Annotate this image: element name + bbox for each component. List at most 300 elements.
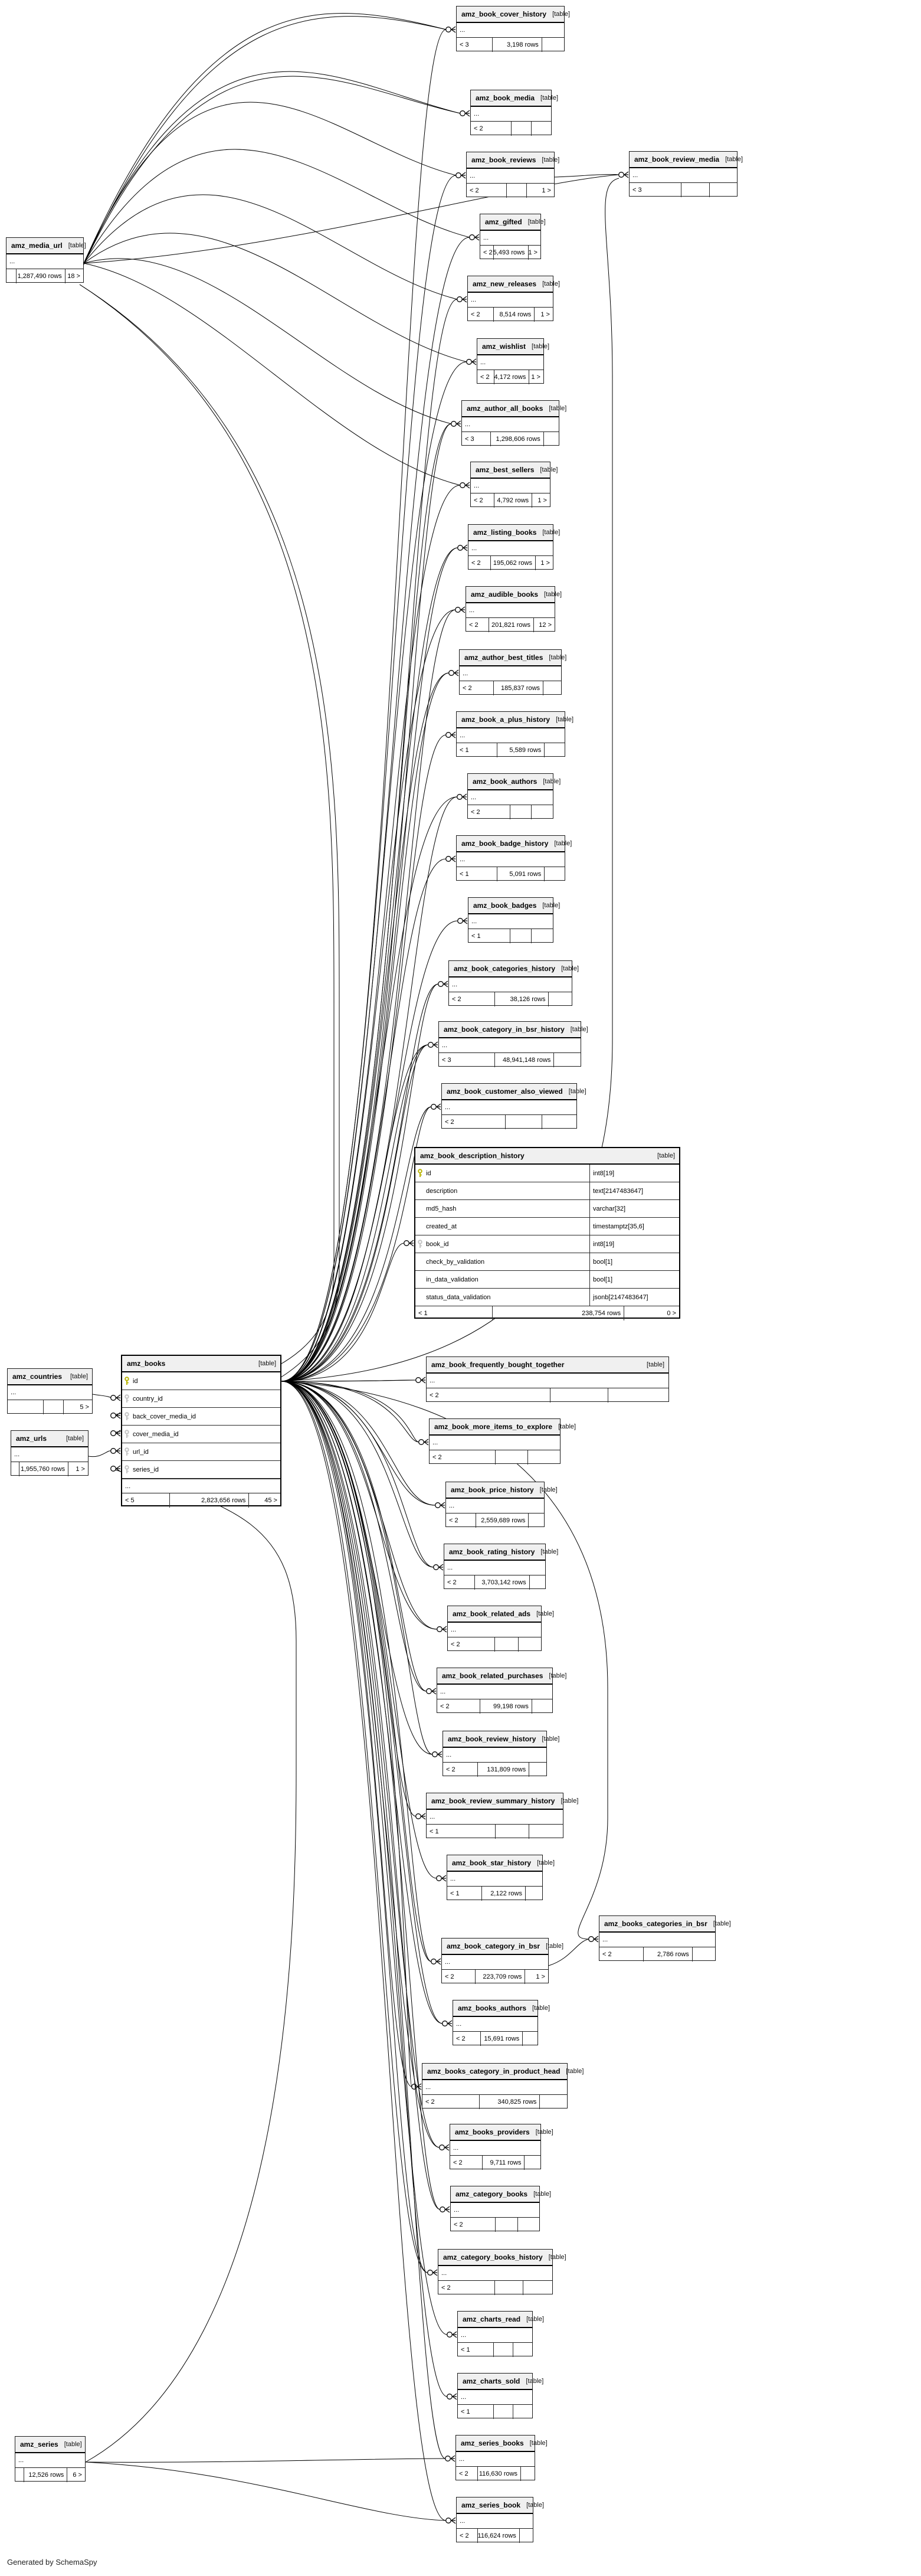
column-row	[122, 1461, 280, 1479]
table-header	[456, 2436, 548, 2452]
table-name: amz_series_books	[461, 2439, 524, 2447]
table-footer	[443, 1763, 546, 1777]
table-amz_gifted[interactable]	[480, 214, 546, 259]
table-amz_book_badges[interactable]	[468, 897, 561, 943]
parent-count: < 2	[463, 685, 472, 692]
table-footer	[453, 2032, 537, 2046]
row-count: 116,630 rows	[477, 2467, 520, 2481]
table-amz_charts_sold[interactable]	[457, 2373, 544, 2418]
columns-ellipsis: ...	[11, 1447, 88, 1462]
table-footer	[427, 1825, 563, 1839]
row-count: 1,287,490 rows	[16, 269, 65, 283]
columns-ellipsis: ...	[8, 1385, 92, 1400]
parent-count: < 2	[469, 622, 478, 629]
table-amz_book_frequently_bought_together[interactable]	[426, 1356, 669, 1402]
parent-count: < 2	[452, 996, 461, 1003]
table-amz_book_reviews[interactable]	[466, 152, 560, 197]
parent-count: < 2	[454, 2221, 463, 2228]
row-count: 2,559,689 rows	[476, 1513, 529, 1528]
table-amz_best_sellers[interactable]	[470, 462, 558, 507]
child-count	[527, 1450, 560, 1464]
table-footer	[448, 1637, 541, 1652]
table-amz_book_media[interactable]	[470, 90, 559, 135]
column-row	[415, 1218, 679, 1235]
table-amz_book_category_in_bsr_history[interactable]	[438, 1021, 588, 1067]
column-row	[415, 1200, 679, 1218]
row-count	[493, 2405, 513, 2419]
child-count: 1 >	[68, 1462, 88, 1476]
table-footer	[457, 2529, 533, 2543]
table-amz_book_review_summary_history[interactable]	[426, 1793, 579, 1838]
table-amz_books_providers[interactable]	[450, 2124, 553, 2169]
table-footer	[439, 1053, 581, 1067]
table-header	[599, 1916, 731, 1933]
table-tag: [table]	[558, 1423, 576, 1430]
table-header	[427, 1357, 668, 1374]
table-tag: [table]	[542, 1735, 560, 1743]
generator-credit: Generated by SchemaSpy	[7, 2558, 97, 2567]
child-count	[529, 1575, 545, 1590]
table-amz_book_review_history[interactable]	[443, 1731, 560, 1776]
row-count	[511, 122, 531, 136]
child-count	[608, 1388, 668, 1403]
child-count	[517, 2218, 540, 2232]
columns-ellipsis: ...	[457, 852, 565, 867]
table-footer	[449, 992, 572, 1006]
column-type: jsonb[2147483647]	[589, 1289, 679, 1306]
parent-count: < 2	[602, 1951, 612, 1958]
table-footer	[458, 2343, 532, 2357]
table-amz_author_all_books[interactable]	[461, 400, 567, 446]
column-row	[122, 1372, 280, 1390]
columns-ellipsis: ...	[457, 728, 565, 743]
columns-ellipsis: ...	[467, 169, 554, 184]
table-name: amz_book_star_history	[452, 1859, 532, 1867]
row-count	[495, 2218, 517, 2232]
table-name: amz_books_providers	[455, 2128, 530, 2136]
columns-ellipsis: ...	[449, 978, 572, 992]
table-footer	[468, 308, 553, 322]
table-footer	[8, 1400, 92, 1414]
table-amz_book_badge_history[interactable]	[456, 835, 572, 881]
parent-count: < 2	[449, 1517, 458, 1524]
table-footer	[437, 1699, 552, 1714]
table-amz_book_related_purchases[interactable]	[437, 1668, 567, 1713]
child-count	[519, 2529, 533, 2543]
table-name: amz_book_more_items_to_explore	[434, 1423, 553, 1431]
parent-count: < 1	[461, 2408, 470, 2415]
table-footer	[11, 1462, 88, 1476]
table-tag: [table]	[526, 2502, 545, 2509]
columns-ellipsis: ...	[466, 603, 555, 618]
table-tag: [table]	[561, 965, 579, 972]
foreign-key-icon	[122, 1430, 132, 1439]
parent-count: < 2	[440, 1703, 450, 1710]
child-count	[528, 1513, 544, 1528]
child-count: 1 >	[529, 370, 543, 384]
table-tag: [table]	[70, 1373, 88, 1380]
parent-count: < 2	[471, 560, 481, 567]
parent-count	[15, 2468, 24, 2482]
row-count	[506, 184, 526, 198]
table-header	[468, 898, 561, 914]
child-count	[542, 38, 564, 52]
child-count	[531, 805, 553, 819]
table-amz_category_books_history[interactable]	[438, 2249, 566, 2294]
parent-count: < 3	[632, 187, 642, 194]
table-header	[467, 152, 560, 169]
table-header	[15, 2437, 85, 2453]
table-name: amz_book_badge_history	[461, 839, 549, 848]
table-header	[468, 774, 561, 790]
table-name: amz_author_best_titles	[464, 653, 543, 662]
columns-ellipsis: ...	[471, 107, 551, 122]
table-amz_book_review_media[interactable]	[629, 151, 743, 197]
foreign-key-icon	[122, 1394, 132, 1403]
parent-count: < 3	[442, 1057, 451, 1064]
column-name: md5_hash	[426, 1205, 457, 1212]
row-count	[494, 2281, 523, 2295]
table-tag: [table]	[540, 1548, 559, 1555]
row-count: 4,792 rows	[494, 493, 532, 508]
table-name: amz_charts_read	[463, 2315, 521, 2323]
columns-ellipsis: ...	[430, 1436, 560, 1450]
columns-ellipsis: ...	[442, 1100, 576, 1115]
column-name: created_at	[426, 1222, 457, 1230]
table-header	[457, 6, 571, 23]
table-amz_series_book[interactable]	[456, 2497, 545, 2542]
table-header	[422, 2064, 584, 2080]
row-count: 223,709 rows	[475, 1970, 525, 1984]
table-footer	[458, 2405, 532, 2419]
table-header	[430, 1419, 576, 1436]
table-tag: [table]	[548, 2254, 566, 2261]
table-header	[480, 214, 546, 231]
parent-count: < 2	[451, 1641, 460, 1648]
parent-count: < 1	[460, 871, 469, 878]
row-count: 2,786 rows	[643, 1947, 691, 1962]
child-count: 0 >	[624, 1306, 679, 1320]
parent-count: < 2	[430, 1392, 439, 1399]
table-amz_urls[interactable]	[11, 1430, 89, 1476]
table-header	[443, 1731, 560, 1748]
table-footer	[457, 38, 564, 52]
table-tag: [table]	[539, 1486, 558, 1493]
table-amz_books[interactable]	[121, 1355, 281, 1506]
child-count	[523, 2281, 552, 2295]
table-name: amz_listing_books	[473, 528, 537, 537]
table-tag: [table]	[66, 1435, 84, 1442]
table-tag: [table]	[537, 1859, 555, 1866]
columns-ellipsis: ...	[453, 2017, 537, 2032]
table-name: amz_book_reviews	[471, 156, 536, 164]
child-count: 1 >	[525, 1970, 548, 1984]
table-tag: [table]	[526, 2316, 545, 2323]
table-name: amz_urls	[16, 1434, 47, 1443]
table-amz_audible_books[interactable]	[466, 586, 562, 632]
column-row	[122, 1390, 280, 1408]
table-tag: [table]	[68, 242, 86, 249]
table-amz_new_releases[interactable]	[467, 276, 561, 321]
child-count	[544, 867, 565, 881]
table-name: amz_book_authors	[473, 777, 537, 786]
table-footer	[415, 1306, 679, 1320]
columns-ellipsis: ...	[422, 2080, 567, 2095]
table-footer	[471, 122, 551, 136]
column-name: book_id	[426, 1240, 449, 1248]
table-name: amz_book_category_in_bsr	[447, 1942, 540, 1950]
row-count: 8,514 rows	[493, 308, 534, 322]
row-count: 238,754 rows	[492, 1306, 624, 1320]
child-count	[513, 2343, 532, 2357]
table-name: amz_book_cover_history	[461, 10, 547, 18]
table-tag: [table]	[549, 1672, 567, 1679]
table-name: amz_book_review_history	[448, 1735, 536, 1743]
table-header	[457, 836, 572, 852]
table-amz_book_cover_history[interactable]	[456, 6, 571, 51]
table-amz_book_description_history[interactable]	[414, 1147, 680, 1319]
table-footer	[444, 1575, 545, 1590]
table-tag: [table]	[529, 2440, 548, 2447]
table-amz_book_related_ads[interactable]	[447, 1606, 555, 1651]
child-count	[529, 1763, 546, 1777]
column-type: timestamptz[35,6]	[589, 1218, 679, 1235]
table-footer	[457, 743, 565, 757]
table-footer	[468, 929, 553, 943]
table-amz_book_category_in_bsr[interactable]	[441, 1938, 564, 1983]
columns-ellipsis: ...	[446, 1499, 544, 1513]
table-amz_wishlist[interactable]	[477, 338, 549, 384]
child-count	[532, 1699, 552, 1714]
table-amz_books_authors[interactable]	[453, 2000, 550, 2045]
table-amz_book_authors[interactable]	[467, 773, 561, 819]
parent-count: < 1	[418, 1310, 428, 1317]
table-header	[447, 1855, 555, 1872]
row-count: 15,691 rows	[480, 2032, 523, 2046]
row-count: 3,703,142 rows	[474, 1575, 529, 1590]
table-name: amz_book_description_history	[420, 1152, 525, 1160]
column-type: varchar[32]	[589, 1200, 679, 1217]
table-tag: [table]	[657, 1152, 675, 1159]
table-footer	[467, 184, 554, 198]
table-tag: [table]	[725, 156, 743, 163]
table-header	[450, 2124, 553, 2141]
table-amz_media_url[interactable]	[6, 237, 84, 283]
child-count: 45 >	[248, 1493, 280, 1508]
table-footer	[447, 1887, 542, 1901]
table-tag: [table]	[543, 778, 561, 785]
table-header	[438, 2250, 566, 2266]
row-count: 99,198 rows	[480, 1699, 532, 1714]
table-footer	[122, 1493, 280, 1508]
row-count: 5,493 rows	[493, 246, 527, 260]
table-footer	[468, 556, 553, 570]
table-amz_books_categories_in_bsr[interactable]	[599, 1915, 731, 1961]
parent-count: < 2	[474, 125, 483, 132]
table-name: amz_books_authors	[458, 2004, 527, 2012]
table-name: amz_series_book	[461, 2501, 521, 2509]
table-tag: [table]	[561, 1797, 579, 1804]
parent-count: < 1	[460, 747, 469, 754]
table-header	[415, 1148, 679, 1165]
columns-ellipsis: ...	[480, 231, 540, 246]
child-count	[709, 183, 737, 197]
child-count	[531, 929, 553, 943]
columns-ellipsis: ...	[462, 417, 559, 432]
column-name: id	[426, 1169, 431, 1177]
table-name: amz_series	[20, 2440, 58, 2448]
table-name: amz_book_customer_also_viewed	[447, 1087, 563, 1096]
parent-count: < 2	[480, 374, 490, 381]
child-count: 1 >	[534, 308, 553, 322]
table-header	[466, 587, 562, 603]
row-count	[493, 2343, 513, 2357]
table-header	[11, 1431, 88, 1447]
row-count: 4,172 rows	[494, 370, 529, 384]
child-count	[513, 2405, 532, 2419]
parent-count: < 3	[460, 41, 469, 48]
row-count	[681, 183, 709, 197]
foreign-key-icon	[122, 1447, 132, 1456]
table-name: amz_book_categories_history	[454, 965, 556, 973]
table-tag: [table]	[556, 716, 574, 723]
columns-ellipsis: ...	[460, 666, 561, 681]
columns-ellipsis: ...	[427, 1374, 668, 1388]
columns-ellipsis: ...	[442, 1955, 548, 1970]
columns-ellipsis: ...	[427, 1810, 563, 1825]
table-name: amz_book_badges	[473, 901, 537, 910]
table-header	[458, 2312, 545, 2328]
table-footer	[438, 2281, 552, 2295]
table-header	[444, 1544, 559, 1561]
table-amz_charts_read[interactable]	[457, 2311, 545, 2356]
table-amz_countries[interactable]	[7, 1368, 93, 1414]
parent-count: < 2	[474, 497, 483, 504]
child-count: 6 >	[67, 2468, 85, 2482]
columns-ellipsis: ...	[468, 293, 553, 308]
table-header	[448, 1606, 555, 1623]
row-count	[505, 1115, 542, 1129]
columns-ellipsis: ...	[457, 23, 564, 38]
table-amz_category_books[interactable]	[450, 2186, 552, 2231]
column-name: back_cover_media_id	[133, 1413, 196, 1420]
table-amz_book_star_history[interactable]	[447, 1855, 555, 1900]
child-count	[553, 1053, 581, 1067]
row-count	[43, 1400, 63, 1414]
table-amz_book_categories_history[interactable]	[448, 960, 579, 1006]
table-header	[442, 1938, 564, 1955]
table-tag: [table]	[540, 466, 558, 473]
columns-ellipsis: ...	[122, 1479, 280, 1493]
table-header	[6, 238, 86, 254]
row-count: 131,809 rows	[477, 1763, 529, 1777]
parent-count: < 2	[471, 311, 480, 318]
row-count	[510, 805, 531, 819]
column-row	[122, 1408, 280, 1426]
column-row	[415, 1253, 679, 1271]
table-amz_series_books[interactable]	[455, 2435, 548, 2480]
table-name: amz_books_category_in_product_head	[427, 2067, 561, 2075]
table-tag: [table]	[532, 2005, 550, 2012]
table-amz_book_rating_history[interactable]	[444, 1544, 559, 1589]
table-name: amz_gifted	[485, 218, 522, 226]
table-footer	[442, 1970, 548, 1984]
columns-ellipsis: ...	[448, 1623, 541, 1637]
table-name: amz_media_url	[11, 241, 63, 250]
table-header	[460, 650, 567, 666]
table-header	[437, 1668, 567, 1685]
parent-count: < 2	[459, 2470, 468, 2477]
foreign-key-icon	[122, 1465, 132, 1474]
row-count: 5,589 rows	[497, 743, 545, 757]
table-name: amz_author_all_books	[467, 404, 543, 413]
column-name: url_id	[133, 1448, 149, 1456]
row-count: 1,298,606 rows	[490, 432, 543, 446]
columns-ellipsis: ...	[468, 541, 553, 556]
foreign-key-icon	[415, 1240, 425, 1248]
columns-ellipsis: ...	[468, 914, 553, 929]
columns-ellipsis: ...	[630, 168, 737, 183]
child-count: 18 >	[65, 269, 83, 283]
columns-ellipsis: ...	[444, 1561, 545, 1575]
child-count	[522, 2032, 537, 2046]
table-amz_book_a_plus_history[interactable]	[456, 711, 574, 757]
table-header	[453, 2000, 550, 2017]
table-tag: [table]	[554, 840, 572, 847]
column-name: cover_media_id	[133, 1430, 179, 1438]
row-count	[510, 929, 531, 943]
table-footer	[427, 1388, 668, 1403]
parent-count	[8, 1400, 43, 1414]
child-count	[542, 1115, 576, 1129]
table-amz_book_more_items_to_explore[interactable]	[429, 1418, 576, 1464]
child-count	[543, 432, 559, 446]
table-footer	[462, 432, 559, 446]
table-amz_listing_books[interactable]	[468, 524, 561, 570]
column-row	[122, 1443, 280, 1461]
table-amz_books_category_in_product_head[interactable]	[422, 2063, 584, 2108]
column-type: int8[19]	[589, 1235, 679, 1253]
parent-count: < 2	[470, 187, 479, 194]
child-count: 1 >	[526, 184, 554, 198]
table-tag: [table]	[542, 529, 561, 536]
column-name: status_data_validation	[426, 1293, 491, 1301]
row-count: 12,526 rows	[24, 2468, 67, 2482]
table-amz_book_price_history[interactable]	[445, 1482, 558, 1527]
table-header	[446, 1482, 558, 1499]
column-row	[415, 1235, 679, 1253]
table-footer	[460, 681, 561, 695]
table-tag: [table]	[542, 902, 561, 909]
table-name: amz_book_price_history	[451, 1486, 534, 1494]
table-footer	[451, 2218, 539, 2232]
table-header	[457, 2497, 545, 2514]
table-amz_book_customer_also_viewed[interactable]	[441, 1083, 586, 1129]
table-name: amz_books_categories_in_bsr	[604, 1920, 707, 1928]
table-amz_series[interactable]	[15, 2436, 86, 2482]
table-amz_author_best_titles[interactable]	[459, 649, 567, 695]
column-row	[415, 1289, 679, 1306]
table-name: amz_audible_books	[471, 590, 539, 599]
table-name: amz_book_rating_history	[449, 1548, 535, 1556]
table-header	[468, 276, 561, 293]
parent-count: < 2	[453, 2159, 463, 2166]
table-name: amz_book_category_in_bsr_history	[444, 1025, 565, 1034]
table-tag: [table]	[533, 2191, 552, 2198]
parent-count: < 1	[471, 933, 481, 940]
child-count	[692, 1947, 715, 1962]
table-tag: [table]	[544, 591, 562, 598]
